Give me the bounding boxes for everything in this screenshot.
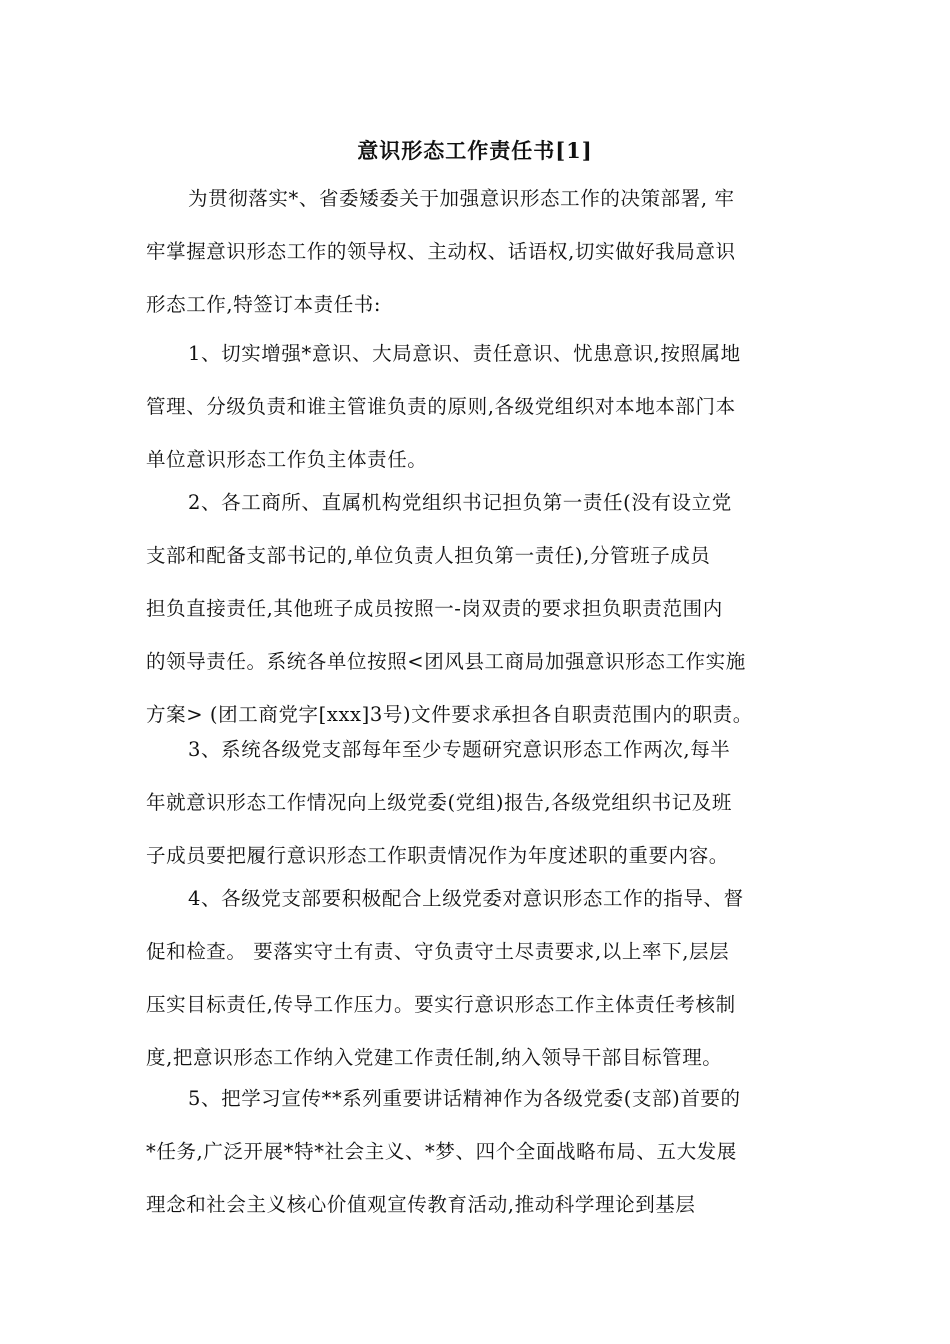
paragraph-intro — [146, 172, 806, 331]
paragraph-line: 促和检查。 要落实守土有责、守负责守土尽责要求,以上率下,层层 — [146, 940, 730, 963]
paragraph-line: 单位意识形态工作负主体责任。 — [146, 448, 428, 471]
paragraph-line: 2、各工商所、直属机构党组织书记担负第一责任(没有设立党 — [188, 491, 732, 514]
paragraph-line: 压实目标责任,传导工作压力。要实行意识形态工作主体责任考核制 — [146, 993, 736, 1016]
paragraph-item-5 — [146, 1072, 806, 1231]
paragraph-line: 3、系统各级党支部每年至少专题研究意识形态工作两次,每半 — [188, 738, 731, 761]
paragraph-line: 的领导责任。系统各单位按照<团风县工商局加强意识形态工作实施 — [146, 650, 746, 673]
paragraph-item-3 — [146, 723, 806, 882]
paragraph-item-2 — [146, 476, 806, 741]
paragraph-line: 4、各级党支部要积极配合上级党委对意识形态工作的指导、督 — [188, 887, 744, 910]
paragraph-line: 支部和配备支部书记的,单位负责人担负第一责任),分管班子成员 — [146, 544, 711, 567]
paragraph-line: 子成员要把履行意识形态工作职责情况作为年度述职的重要内容。 — [146, 844, 729, 867]
document-title: 意识形态工作责任书[1] — [357, 138, 593, 163]
paragraph-item-4 — [146, 872, 806, 1084]
paragraph-line: 管理、分级负责和谁主管谁负责的原则,各级党组织对本地本部门本 — [146, 395, 736, 418]
paragraph-line: 牢掌握意识形态工作的领导权、主动权、话语权,切实做好我局意识 — [146, 240, 736, 263]
paragraph-item-1 — [146, 327, 806, 486]
paragraph-line: 5、把学习宣传**系列重要讲话精神作为各级党委(支部)首要的 — [188, 1087, 741, 1110]
paragraph-line: 担负直接责任,其他班子成员按照一-岗双责的要求担负职责范围内 — [146, 597, 723, 620]
paragraph-line: 度,把意识形态工作纳入党建工作责任制,纳入领导干部目标管理。 — [146, 1046, 723, 1069]
paragraph-line: 理念和社会主义核心价值观宣传教育活动,推动科学理论到基层 — [146, 1193, 696, 1216]
paragraph-line: 年就意识形态工作情况向上级党委(党组)报告,各级党组织书记及班 — [146, 791, 733, 814]
paragraph-line: 形态工作,特签订本责任书: — [146, 293, 382, 316]
paragraph-line: 为贯彻落实*、省委矮委关于加强意识形态工作的决策部署, 牢 — [188, 187, 735, 210]
paragraph-line: 方案> (团工商党字[xxx]3号)文件要求承担各自职责范围内的职责。 — [146, 703, 753, 726]
paragraph-line: 1、切实增强*意识、大局意识、责任意识、忧患意识,按照属地 — [188, 342, 741, 365]
paragraph-line: *任务,广泛开展*特*社会主义、*梦、四个全面战略布局、五大发展 — [146, 1140, 737, 1163]
